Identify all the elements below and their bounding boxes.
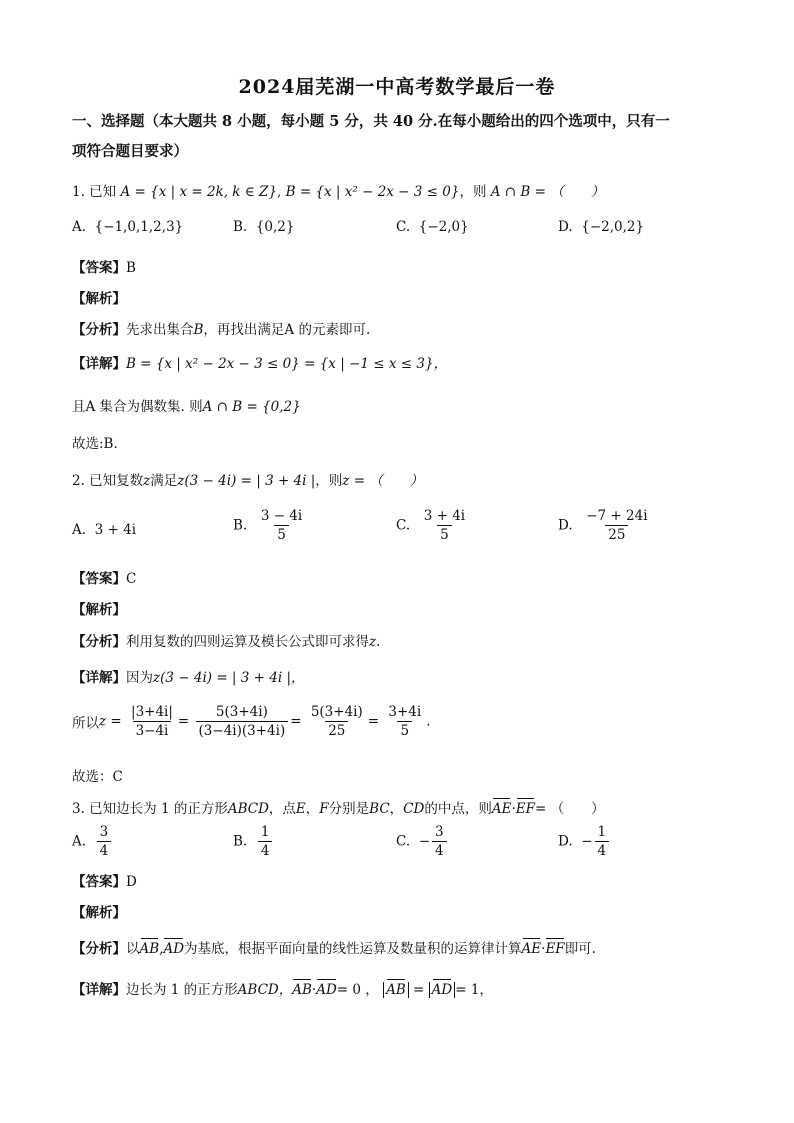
vector-ad: AD	[163, 941, 185, 957]
text: 为基底，根据平面向量的线性运算及数量积的运算律计算	[184, 941, 522, 957]
math: z = （ ）	[342, 473, 424, 489]
denominator: 5	[437, 525, 452, 543]
option-key: A.	[72, 833, 87, 850]
q1-set-a: A = {x | x = 2k, k ∈ Z}	[120, 184, 278, 200]
text: = 1，	[455, 982, 493, 998]
math: z =	[99, 713, 122, 730]
q3-answer	[72, 870, 137, 890]
text: 的中点，则	[424, 801, 492, 817]
numerator: −7 + 24i	[586, 508, 648, 524]
math: A ∩ B = {0,2}	[202, 399, 301, 415]
math: ABCD，	[237, 982, 293, 998]
text: ，再找出满足A 的元素即可.	[203, 322, 371, 338]
fraction	[258, 824, 273, 859]
xiangjie-label: 【详解】	[72, 982, 126, 998]
option-value: {−2,0,2}	[581, 219, 645, 235]
numerator: |3+4i|	[131, 704, 173, 720]
q1-ask: A ∩ B = （ ）	[490, 184, 605, 200]
text: ，	[389, 801, 404, 817]
text: 以	[126, 941, 140, 957]
fenxi-label: 【分析】	[72, 941, 126, 957]
q1-suffix: ，则	[459, 184, 487, 200]
fenxi-label: 【分析】	[72, 634, 126, 650]
denominator: 5	[397, 721, 412, 739]
fenxi-label: 【分析】	[72, 322, 126, 338]
q2-answer	[72, 567, 136, 587]
option-key: C.	[396, 219, 411, 235]
vector-ab: AB	[386, 982, 406, 998]
q2-option-b	[233, 508, 307, 543]
text: ，	[305, 801, 320, 817]
denominator: 4	[258, 841, 273, 859]
fraction	[196, 704, 289, 739]
denominator: 4	[97, 841, 112, 859]
numerator: 3 + 4i	[423, 508, 466, 524]
numerator: 3	[435, 824, 444, 840]
answer-label: 【答案】	[72, 874, 126, 890]
section-heading-line1: 一、选择题（本大题共 8 小题，每小题 5 分，共 40 分.在每小题给出的四个选项中，只有一	[72, 113, 670, 130]
q1-set-b: B = {x | x² − 2x − 3 ≤ 0}	[285, 184, 460, 200]
option-key: D.	[558, 517, 573, 534]
q1-fenxi	[72, 318, 370, 338]
denominator: 4	[432, 841, 447, 859]
numerator: 5(3+4i)	[310, 704, 363, 720]
q3-fenxi: 【分析】以AB,AD为基底，根据平面向量的线性运算及数量积的运算律计算AE·EF即可.	[72, 941, 596, 957]
numerator: 5(3+4i)	[215, 704, 268, 720]
q3-option-d	[558, 824, 611, 859]
numerator: 3	[99, 824, 109, 840]
option-key: C.	[396, 517, 411, 534]
q2-analysis-label: 【解析】	[72, 602, 126, 618]
text: 分别是	[328, 801, 370, 817]
math: z(3 − 4i) = | 3 + 4i |	[177, 473, 316, 489]
q1-option-b	[233, 219, 294, 235]
q2-option-c	[396, 508, 470, 543]
vector-ae: AE	[491, 801, 512, 817]
text: 因为	[126, 670, 153, 686]
answer-value: C	[126, 571, 137, 587]
text: 即可.	[564, 941, 596, 957]
math: CD	[403, 801, 425, 817]
sign: −	[418, 833, 431, 850]
denominator: 5	[274, 525, 289, 543]
option-key: A.	[72, 219, 87, 235]
abs-ad	[429, 982, 456, 998]
abs-ab	[383, 982, 409, 998]
math: z	[369, 634, 377, 650]
math: E	[295, 801, 306, 817]
text: 且A 集合为偶数集. 则	[72, 399, 203, 415]
section-heading-line2: 项符合题目要求）	[72, 143, 188, 160]
q1-stem	[72, 180, 604, 200]
math: F	[319, 801, 329, 817]
text: ，则	[315, 473, 343, 489]
answer-value: B	[126, 260, 136, 276]
option-key: D.	[558, 833, 573, 850]
text: ，点	[268, 801, 296, 817]
fraction	[595, 824, 610, 859]
vector-ab: AB	[139, 941, 160, 957]
fraction	[308, 704, 366, 739]
text: 先求出集合	[126, 322, 194, 338]
option-value: {−1,0,1,2,3}	[94, 219, 184, 235]
option-key: B.	[233, 219, 248, 235]
q1-answer	[72, 256, 136, 276]
numerator: 3 − 4i	[260, 508, 303, 524]
option-key: D.	[558, 219, 573, 235]
text: = 0 ，	[336, 982, 379, 998]
fraction	[385, 704, 424, 739]
q2-option-d	[558, 508, 653, 543]
vector-ef: EF	[545, 941, 565, 957]
option-key: A.	[72, 522, 87, 538]
denominator: 3−4i	[133, 721, 172, 739]
q2-fenxi	[72, 630, 380, 650]
answer-label: 【答案】	[72, 260, 126, 276]
vector-ab: AB	[292, 982, 312, 998]
numerator: 3+4i	[388, 704, 422, 720]
answer-value: D	[126, 874, 137, 890]
denominator: 25	[325, 721, 348, 739]
numerator: 1	[260, 824, 270, 840]
page-title: 2024届芜湖一中高考数学最后一卷	[238, 76, 556, 98]
q1-detail	[72, 352, 447, 372]
q3-detail: 【详解】边长为 1 的正方形ABCD，AB·AD= 0 ， AB = AD = 1，	[72, 982, 493, 998]
q1-option-a	[72, 219, 183, 235]
math: z	[143, 473, 151, 489]
xiangjie-label: 【详解】	[72, 356, 126, 372]
xiangjie-label: 【详解】	[72, 670, 126, 686]
vector-ad: AD	[316, 982, 337, 998]
text: 利用复数的四则运算及模长公式即可求得	[126, 634, 369, 650]
text: = （ ）	[534, 801, 605, 817]
q3-analysis-label: 【解析】	[72, 905, 126, 921]
vector-ae: AE	[521, 941, 542, 957]
fraction	[421, 508, 468, 543]
math: BC	[369, 801, 390, 817]
q1-option-d	[558, 219, 644, 235]
q2-conclusion: 故选：C	[72, 769, 123, 785]
sign: −	[581, 833, 593, 850]
q3-stem: 3. 已知边长为 1 的正方形ABCD，点E，F分别是BC，CD的中点，则AE·EF= （ ）	[72, 801, 605, 817]
text: 满足	[150, 473, 178, 489]
math: B	[193, 322, 204, 338]
text: 边长为 1 的正方形	[126, 982, 238, 998]
fraction	[432, 824, 447, 859]
q2-stem	[72, 469, 423, 489]
q1-option-c	[396, 219, 469, 235]
option-value: 3 + 4i	[94, 522, 137, 538]
q2-option-a	[72, 522, 136, 538]
text: 2. 已知复数	[72, 473, 144, 489]
answer-label: 【答案】	[72, 571, 126, 587]
fraction	[128, 704, 176, 739]
fraction	[97, 824, 112, 859]
text: .	[376, 634, 381, 650]
option-value: {0,2}	[255, 219, 295, 235]
vector-ef: EF	[515, 801, 535, 817]
q1-sep: ,	[277, 184, 286, 200]
math: z(3 − 4i) = | 3 + 4i |，	[153, 670, 305, 686]
q3-option-a	[72, 824, 113, 859]
q3-option-b	[233, 824, 274, 859]
vector-ad: AD	[431, 982, 453, 998]
q1-prefix: 1. 已知	[72, 184, 117, 200]
denominator: 25	[605, 525, 628, 543]
q2-detail	[72, 666, 305, 686]
q1-detail-2	[72, 395, 301, 415]
q3-option-c	[396, 824, 449, 859]
q2-equation: 所以z = $\frac{|3+4i|}{3-4i}$ = $\frac{5(3+4i)}{(3-4i)(3+4i)}$ = $\frac{5(3+4i)}{25}$ = $\frac{3+4i}{5}$ .	[72, 704, 431, 739]
option-key: B.	[233, 517, 248, 534]
option-key: B.	[233, 833, 248, 850]
math: B = {x | x² − 2x − 3 ≤ 0} = {x | −1 ≤ x ≤ 3}，	[126, 356, 448, 372]
q1-conclusion: 故选:B.	[72, 436, 118, 452]
text: 3. 已知边长为 1 的正方形	[72, 801, 228, 817]
option-key: C.	[396, 833, 411, 850]
denominator: (3−4i)(3+4i)	[196, 721, 289, 739]
q1-analysis-label: 【解析】	[72, 291, 126, 307]
fraction	[583, 508, 650, 543]
numerator: 1	[597, 824, 607, 840]
math: ABCD	[227, 801, 269, 817]
text: 所以	[72, 715, 99, 732]
option-value: {−2,0}	[418, 219, 469, 235]
fraction	[258, 508, 305, 543]
denominator: 4	[595, 841, 610, 859]
